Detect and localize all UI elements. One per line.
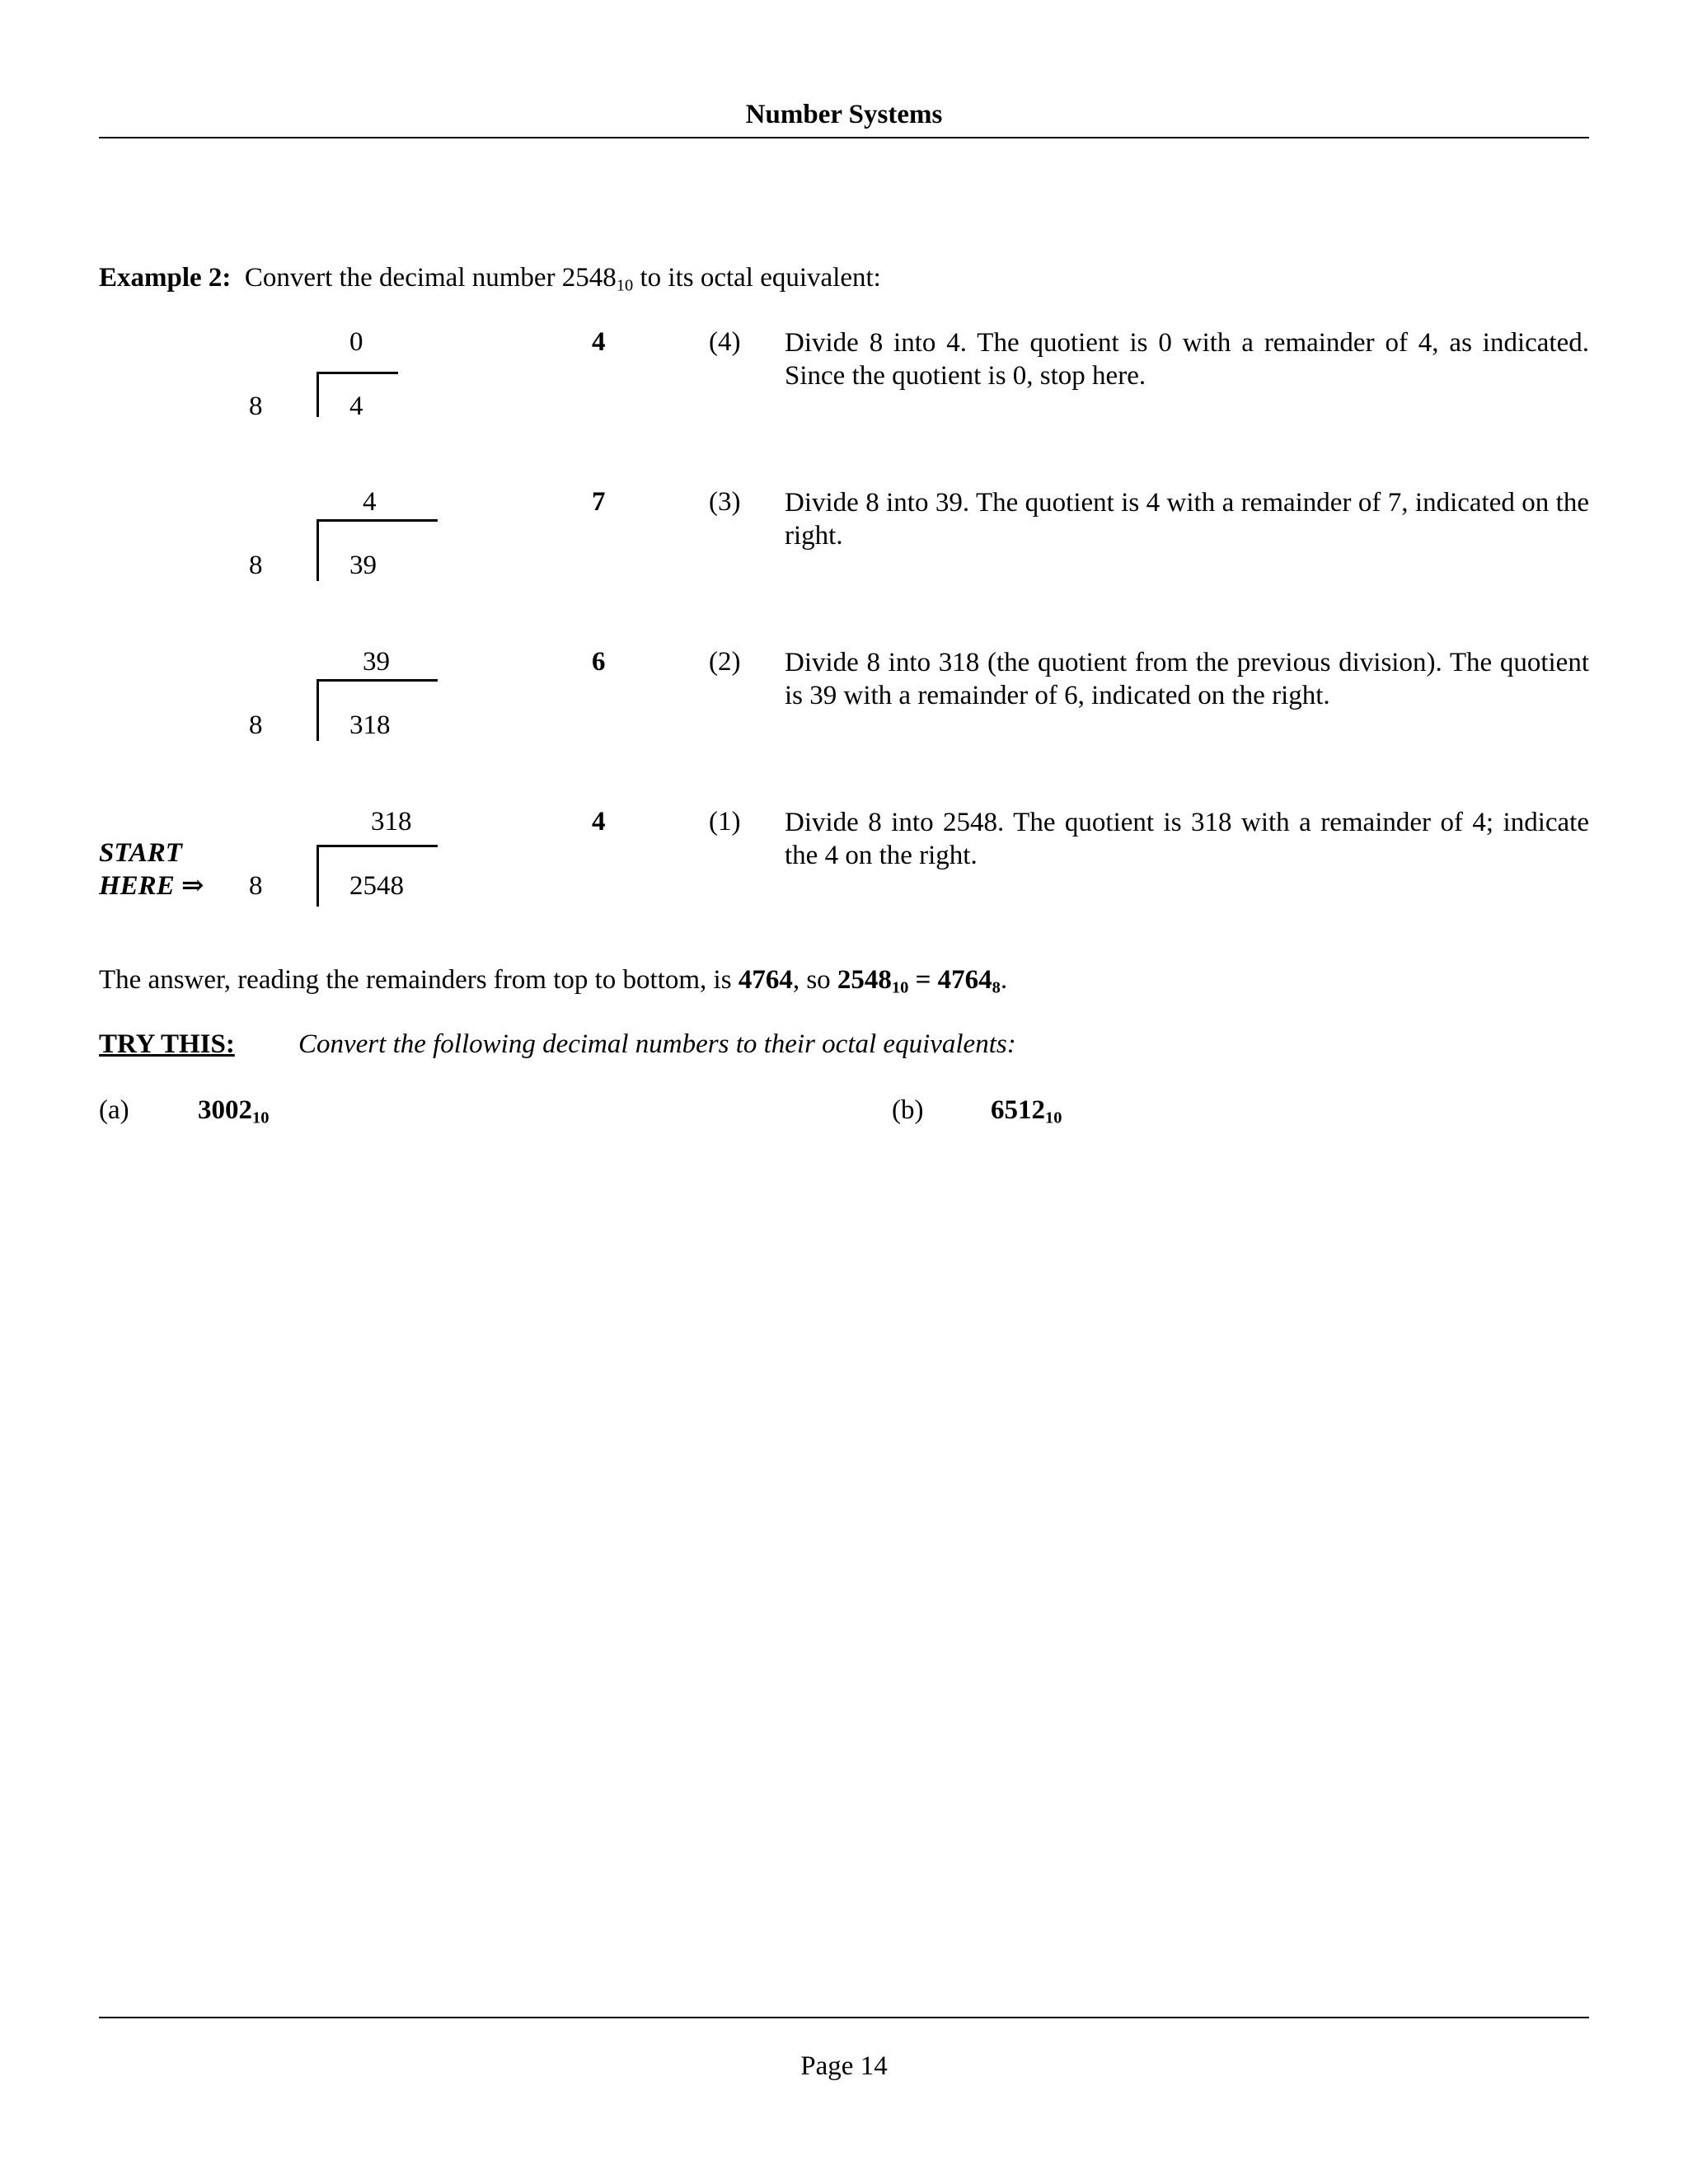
exercise-base: 10: [1045, 1108, 1062, 1127]
quotient: 39: [363, 647, 390, 677]
answer-equation: [837, 965, 1001, 995]
divisor: 8: [249, 710, 263, 740]
dividend: 39: [349, 551, 377, 580]
example-label: Example 2:: [99, 263, 232, 293]
step-number: (3): [709, 487, 741, 517]
step-number: (2): [709, 647, 741, 677]
exercise-value: [991, 1094, 1062, 1127]
dividend: 318: [349, 710, 391, 740]
step-number: (1): [709, 807, 741, 837]
step-explanation: Divide 8 into 318 (the quotient from the previous division). The quotient is 39 with a remainder of 6, indicated on the right.: [785, 648, 1589, 710]
dividend: 4: [349, 391, 363, 421]
exercise-base: 10: [252, 1108, 270, 1127]
answer-middle: , so: [792, 965, 837, 995]
remainder: 4: [592, 807, 606, 837]
answer-end: .: [1000, 965, 1008, 995]
example-intro-after: to its octal equivalent:: [633, 263, 881, 293]
header-rule: [99, 137, 1589, 138]
step-explanation: Divide 8 into 4. The quotient is 0 with a remainder of 4, as indicated. Since the quotient is 0, stop here.: [785, 328, 1589, 391]
quotient: 0: [349, 327, 363, 357]
page-number: Page 14: [800, 2051, 888, 2081]
exercise-number: 3002: [198, 1095, 252, 1125]
step-explanation: Divide 8 into 39. The quotient is 4 with a remainder of 7, indicated on the right.: [785, 488, 1589, 551]
answer-text: The answer, reading the remainders from top to bottom, is: [99, 965, 738, 995]
step-explanation: Divide 8 into 2548. The quotient is 318 with a remainder of 4; indicate the 4 on the right.: [785, 808, 1589, 870]
try-this-label: TRY THIS:: [99, 1029, 235, 1059]
remainder: 6: [592, 647, 606, 677]
equation-right-base: 8: [992, 978, 1001, 997]
division-bracket: [316, 519, 438, 581]
answer-sentence: [99, 964, 1007, 997]
equation-left: 2548: [837, 965, 892, 995]
exercise-label: (b): [892, 1095, 924, 1125]
equation-mid: = 4764: [908, 965, 992, 995]
try-this-instruction: Convert the following decimal numbers to their octal equivalents:: [298, 1029, 1016, 1059]
start-here-arrow: HERE ⇒: [99, 871, 204, 901]
quotient: 4: [363, 487, 377, 517]
start-here-label: START: [99, 838, 182, 868]
divisor: 8: [249, 391, 263, 421]
remainder: 7: [592, 487, 606, 517]
answer-value: 4764: [738, 965, 793, 995]
footer-rule: [99, 2017, 1589, 2018]
exercise-label: (a): [99, 1095, 129, 1125]
example-intro-text: Convert the decimal number 2548: [244, 263, 617, 293]
exercise-number: 6512: [991, 1095, 1045, 1125]
step-number: (4): [709, 327, 741, 357]
example-intro: [99, 262, 881, 295]
dividend: 2548: [349, 871, 404, 901]
divisor: 8: [249, 871, 263, 901]
remainder: 4: [592, 327, 606, 357]
equation-left-base: 10: [891, 978, 909, 997]
divisor: 8: [249, 551, 263, 580]
page-header-title: Number Systems: [745, 100, 943, 129]
base-subscript: 10: [616, 276, 634, 295]
quotient: 318: [371, 807, 412, 837]
exercise-value: [198, 1094, 269, 1127]
